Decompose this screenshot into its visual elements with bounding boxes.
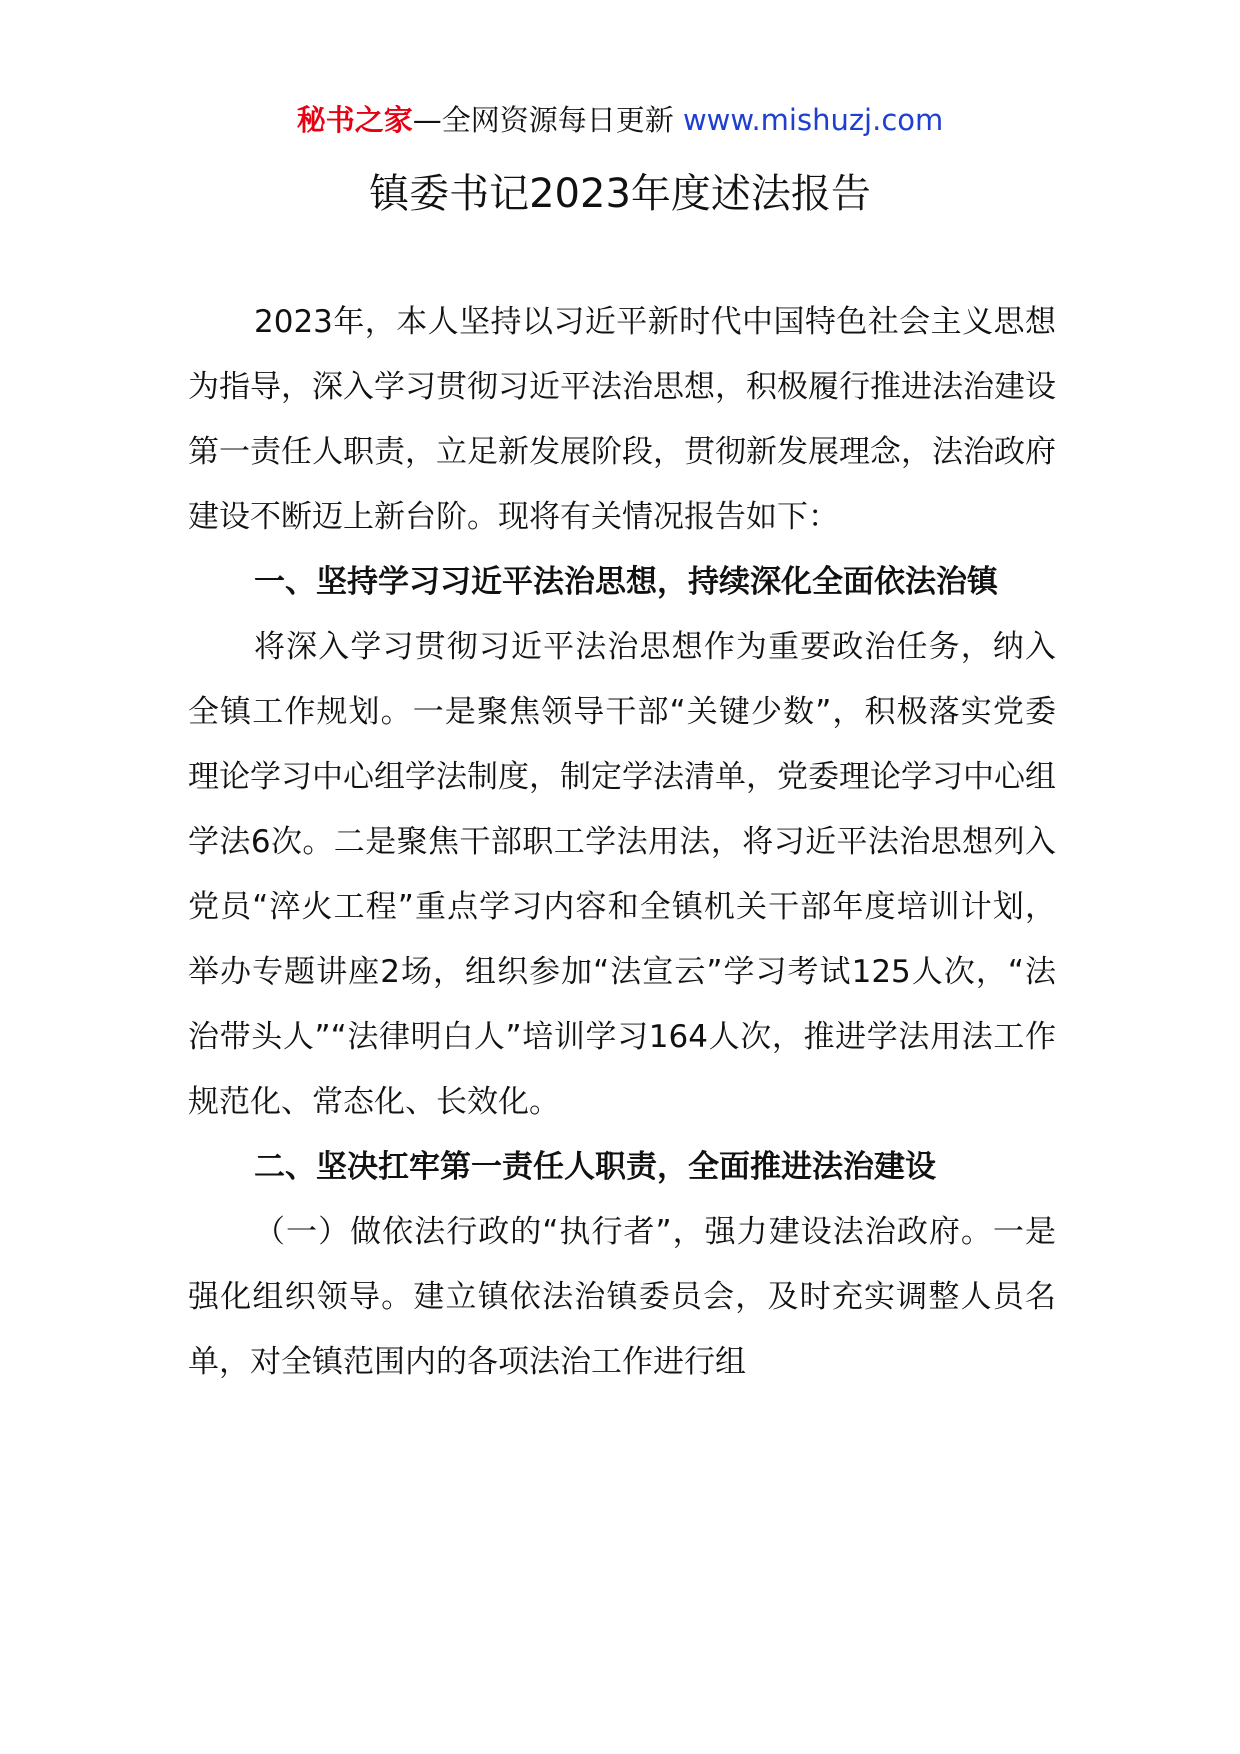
site-url-link[interactable]: www.mishuzj.com <box>682 103 944 137</box>
document-title: 镇委书记2023年度述法报告 <box>369 171 871 217</box>
brand-name: 秘书之家 <box>296 103 413 137</box>
section-1-paragraph: 将深入学习贯彻习近平法治思想作为重要政治任务，纳入全镇工作规划。一是聚焦领导干部“关键少数”，积极落实党委理论学习中心组学法制度，制定学法清单，党委理论学习中心组学法6次。二是聚焦干部职工学法用法，将习近平法治思想列入党员“淬火工程”重点学习内容和全镇机关干部年度培训计划，举办专题讲座2场，组织参加“法宣云”学习考试125人次，“法治带头人”“法律明白人”培训学习164人次，推进学法用法工作规范化、常态化、长效化。 <box>188 629 1056 1120</box>
section-2-paragraph: （一）做依法行政的“执行者”，强力建设法治政府。一是强化组织领导。建立镇依法治镇委员会，及时充实调整人员名单，对全镇范围内的各项法治工作进行组 <box>188 1214 1056 1380</box>
intro-paragraph: 2023年，本人坚持以习近平新时代中国特色社会主义思想为指导，深入学习贯彻习近平法治思想，积极履行推进法治建设第一责任人职责，立足新发展阶段，贯彻新发展理念，法治政府建设不断迈上新台阶。现将有关情况报告如下： <box>188 304 1056 535</box>
header-banner <box>0 100 1240 140</box>
document-body <box>188 290 1056 1395</box>
section-2-heading: 二、坚决扛牢第一责任人职责，全面推进法治建设 <box>254 1149 936 1185</box>
header-tagline: —全网资源每日更新 <box>412 103 683 137</box>
section-1-heading: 一、坚持学习习近平法治思想，持续深化全面依法治镇 <box>254 564 998 600</box>
